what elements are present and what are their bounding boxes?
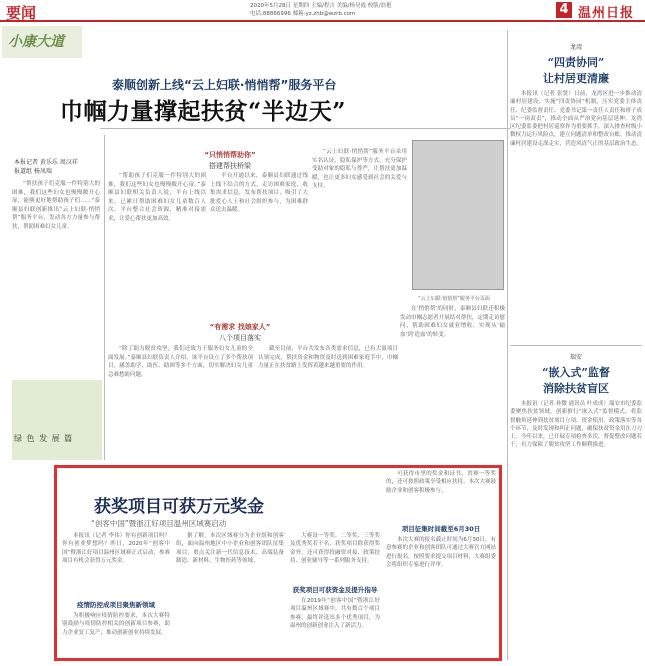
masthead-info-line2: 电话:88866996 邮箱:yz.zhb@wzrb.com <box>250 11 356 17</box>
highlight-p2-text: 据了解，本次区域赛分为企业组和创客组，面向温州地区中小企业和创客团队征集项目，重点关注新一代信息技术、高端装备制造、新材料、生物医药等领域。 <box>176 533 284 564</box>
lead-col-3 <box>210 172 308 317</box>
highlight-p6-text: 可获得市里的奖金和证书，省赛一等奖的，还可按照政策享受相应扶持。本次大赛鼓励企业和创客积极参与。 <box>386 471 496 494</box>
lead-byline <box>14 158 94 176</box>
highlight-p4-text: 大赛设一等奖、二等奖、三等奖及优秀奖若干名，获奖项目除获得奖金外，还可获得投融资对接、政策扶持、创业辅导等一系列服务支持。 <box>290 533 380 564</box>
highlight-section-1: 疫情防控成项目聚焦新领域 <box>77 601 155 609</box>
lead-col-3-text: 平台开通以来，泰顺县妇联通过线上线下结合的方式，走访困难家庭，收集需求信息，发布帮扶项目，吸引了大批爱心人士和社会组织参与，为困难群众送去温暖。 <box>210 173 308 213</box>
lead-col-4-text: “云上妇联·悄悄帮”服务平台采用实名认证、隐私保护等方式，充分保护受助对象的隐私与尊严，让帮扶更加温暖，也让更多妇女感受到社会的关爱与支持。 <box>312 149 407 189</box>
paper-logo: 温州日报 <box>578 6 635 21</box>
highlight-p4 <box>290 532 380 582</box>
right-article-1-text: 本报讯（记者 张贤）日前，龙湾区进一步推动清廉村居建设，实施“四责协同”机制，压实党委主体责任、纪委监督责任、党委书记第一责任人责任和班子成员“一岗双责”，推动全面从严治党向基层延伸。龙湾区纪委监委把村居巡察作为重要抓手，深入排查村级小微权力运行风险点，建立问题清单和整改台账，推动清廉村居建设走深走实，营造风清气正的基层政治生态。 <box>510 91 642 147</box>
lead-col-7 <box>258 345 398 460</box>
right-article-2 <box>510 400 642 658</box>
lead-col-4 <box>312 148 407 318</box>
highlight-section-2: 获奖项目可获资金及提升指导 <box>292 586 378 594</box>
section-banner-title: 小康大道 <box>8 34 64 50</box>
highlight-p1 <box>62 532 170 594</box>
right-article-1 <box>510 90 642 340</box>
lead-subhead-1: “只悄悄帮助你” <box>204 151 256 159</box>
highlight-p5-text: 在2019年“创客中国”暨浙江好项目温州区域赛中，共有数百个项目参赛，最终评选出多个优秀项目，为温州的创新创业注入了新活力。 <box>290 598 380 629</box>
lead-intro-text: “帮扶孩子们克服一件特别大的困难，我们这些妇女也慢慢敞开心扉，能够更好地帮助孩子们……”泰顺县妇联创新推出“云上妇联·悄悄帮”服务平台，发动各方力量参与帮扶，帮助困难妇女儿童。 <box>12 181 100 230</box>
highlight-p3-text: 为积极响应疫情防控要求，本次大赛特别鼓励与疫情防控相关的创新项目参赛，助力企业复工复产，推动创新创业持续发展。 <box>62 613 170 636</box>
right-column <box>510 40 642 660</box>
lead-subhead-2-sub: 八个项目落实 <box>219 334 261 342</box>
right-headline-2a: “嵌入式”监督 <box>542 366 610 379</box>
lead-col-7-text: 截至目前，平台共发布各类需求信息，已有大量项目认领完成，帮扶资金和物资及时送到困难家庭手中，巾帼力量正在扶贫路上发挥着越来越重要的作用。 <box>258 346 398 369</box>
column-divider <box>104 135 105 460</box>
lead-subhead-1-sub: 搭建帮扶桥梁 <box>209 162 251 170</box>
lead-subhead-2: “有需求 找娘家人” <box>209 323 271 331</box>
right-kicker-2: 瑞安 <box>569 354 582 361</box>
highlight-p7-text: 本次大赛的报名截止时间为6月30日，有意参赛的企业和创客团队可通过大赛官方网站进行报名，按照要求提交项目材料，大赛组委会将组织专家进行评审。 <box>386 537 496 568</box>
right-headline-2b: 消除扶贫盲区 <box>543 382 609 395</box>
photo-caption: “云上妇联·悄悄帮”服务平台页面 <box>418 296 490 302</box>
lead-col-6 <box>108 345 253 460</box>
green-illustration <box>12 380 102 460</box>
right-divider <box>510 345 642 346</box>
highlight-p1-text: 本报讯（记者 李伟）你有创新项目吗？你有创业梦想吗？昨日，2020年“创客中国”暨浙江好项目温州区域赛正式启动，参赛项目有机会获得万元奖金。 <box>62 533 170 564</box>
lead-intro <box>12 180 100 370</box>
lead-col-2 <box>108 172 206 317</box>
page-number-badge: 4 <box>556 2 572 18</box>
lead-col-6-text: “除了助力脱贫攻坚，我们还致力于服务妇女儿童的全面发展。”泰顺县妇联负责人介绍，该平台设立了多个帮扶项目，涵盖助学、助医、助困等多个方面，切实解决妇女儿童急难愁盼问题。 <box>108 346 253 378</box>
byline-reporters: 本报记者 黄乐乐 周汉祥 <box>14 159 78 166</box>
right-column-divider <box>507 30 508 660</box>
right-article-2-text: 本报讯（记者 孙微 通讯员 叶成成）瑞安市纪委监委聚焦扶贫领域，创新推行“嵌入式”监督模式，将监督触角延伸到扶贫项目立项、资金使用、政策落实等各个环节，及时发现和纠正问题，确保扶贫资金用在刀刃上。今年以来，已开展专项检查多次，督促整改问题若干，有力保障了脱贫攻坚工作顺利推进。 <box>510 401 642 449</box>
highlight-p6 <box>386 470 496 520</box>
lead-col-5-text: 在‘悄悄帮’的同时，泰顺县妇联还积极发动巾帼志愿者开展结对帮扶，定期走访慰问，帮助困难妇女就业增收，实现从‘输血’到‘造血’的转变。 <box>400 306 505 338</box>
masthead-info-line1: 2020年5月28日 星期四 主编/程吉 美编/杨昊霞 校版/翁艳 <box>250 3 392 9</box>
highlight-subtitle: “创客中国”暨浙江好项目温州区域赛启动 <box>91 519 227 528</box>
lead-kicker: 泰顺创新上线“云上妇联·悄悄帮”服务平台 <box>112 78 337 92</box>
lead-col-5 <box>400 305 505 410</box>
highlight-p5 <box>290 597 380 656</box>
green-box-label: 绿 色 发 展 篇 <box>14 434 74 443</box>
section-name: 要闻 <box>6 4 37 22</box>
highlight-p7 <box>386 536 496 656</box>
highlight-p2 <box>176 532 284 656</box>
right-kicker-1: 龙湾 <box>569 44 582 51</box>
lead-col-2-text: “帮助孩子们克服一件特别大的困难，我们这些妇女也慢慢敞开心扉。”泰顺县妇联相关负责人说，平台上线以来，已累计帮助困难妇女儿童数百人次。平台整合社会资源，精准对接需求，让爱心帮扶更加高效。 <box>108 173 206 222</box>
masthead-info <box>250 2 590 18</box>
lead-headline: 巾帼力量撑起扶贫“半边天” <box>60 98 346 125</box>
masthead <box>0 0 645 22</box>
right-headline-1b: 让村居更清廉 <box>543 72 609 85</box>
lead-divider <box>100 128 510 129</box>
right-headline-1a: “四责协同” <box>547 56 605 69</box>
highlight-section-3: 项目征集时间截至6月30日 <box>401 525 481 533</box>
highlight-headline: 获奖项目可获万元奖金 <box>94 497 264 517</box>
platform-screenshot-photo <box>412 140 504 290</box>
byline-team: 报道组 杨凤瑞 <box>14 168 52 175</box>
highlight-p3 <box>62 612 170 656</box>
